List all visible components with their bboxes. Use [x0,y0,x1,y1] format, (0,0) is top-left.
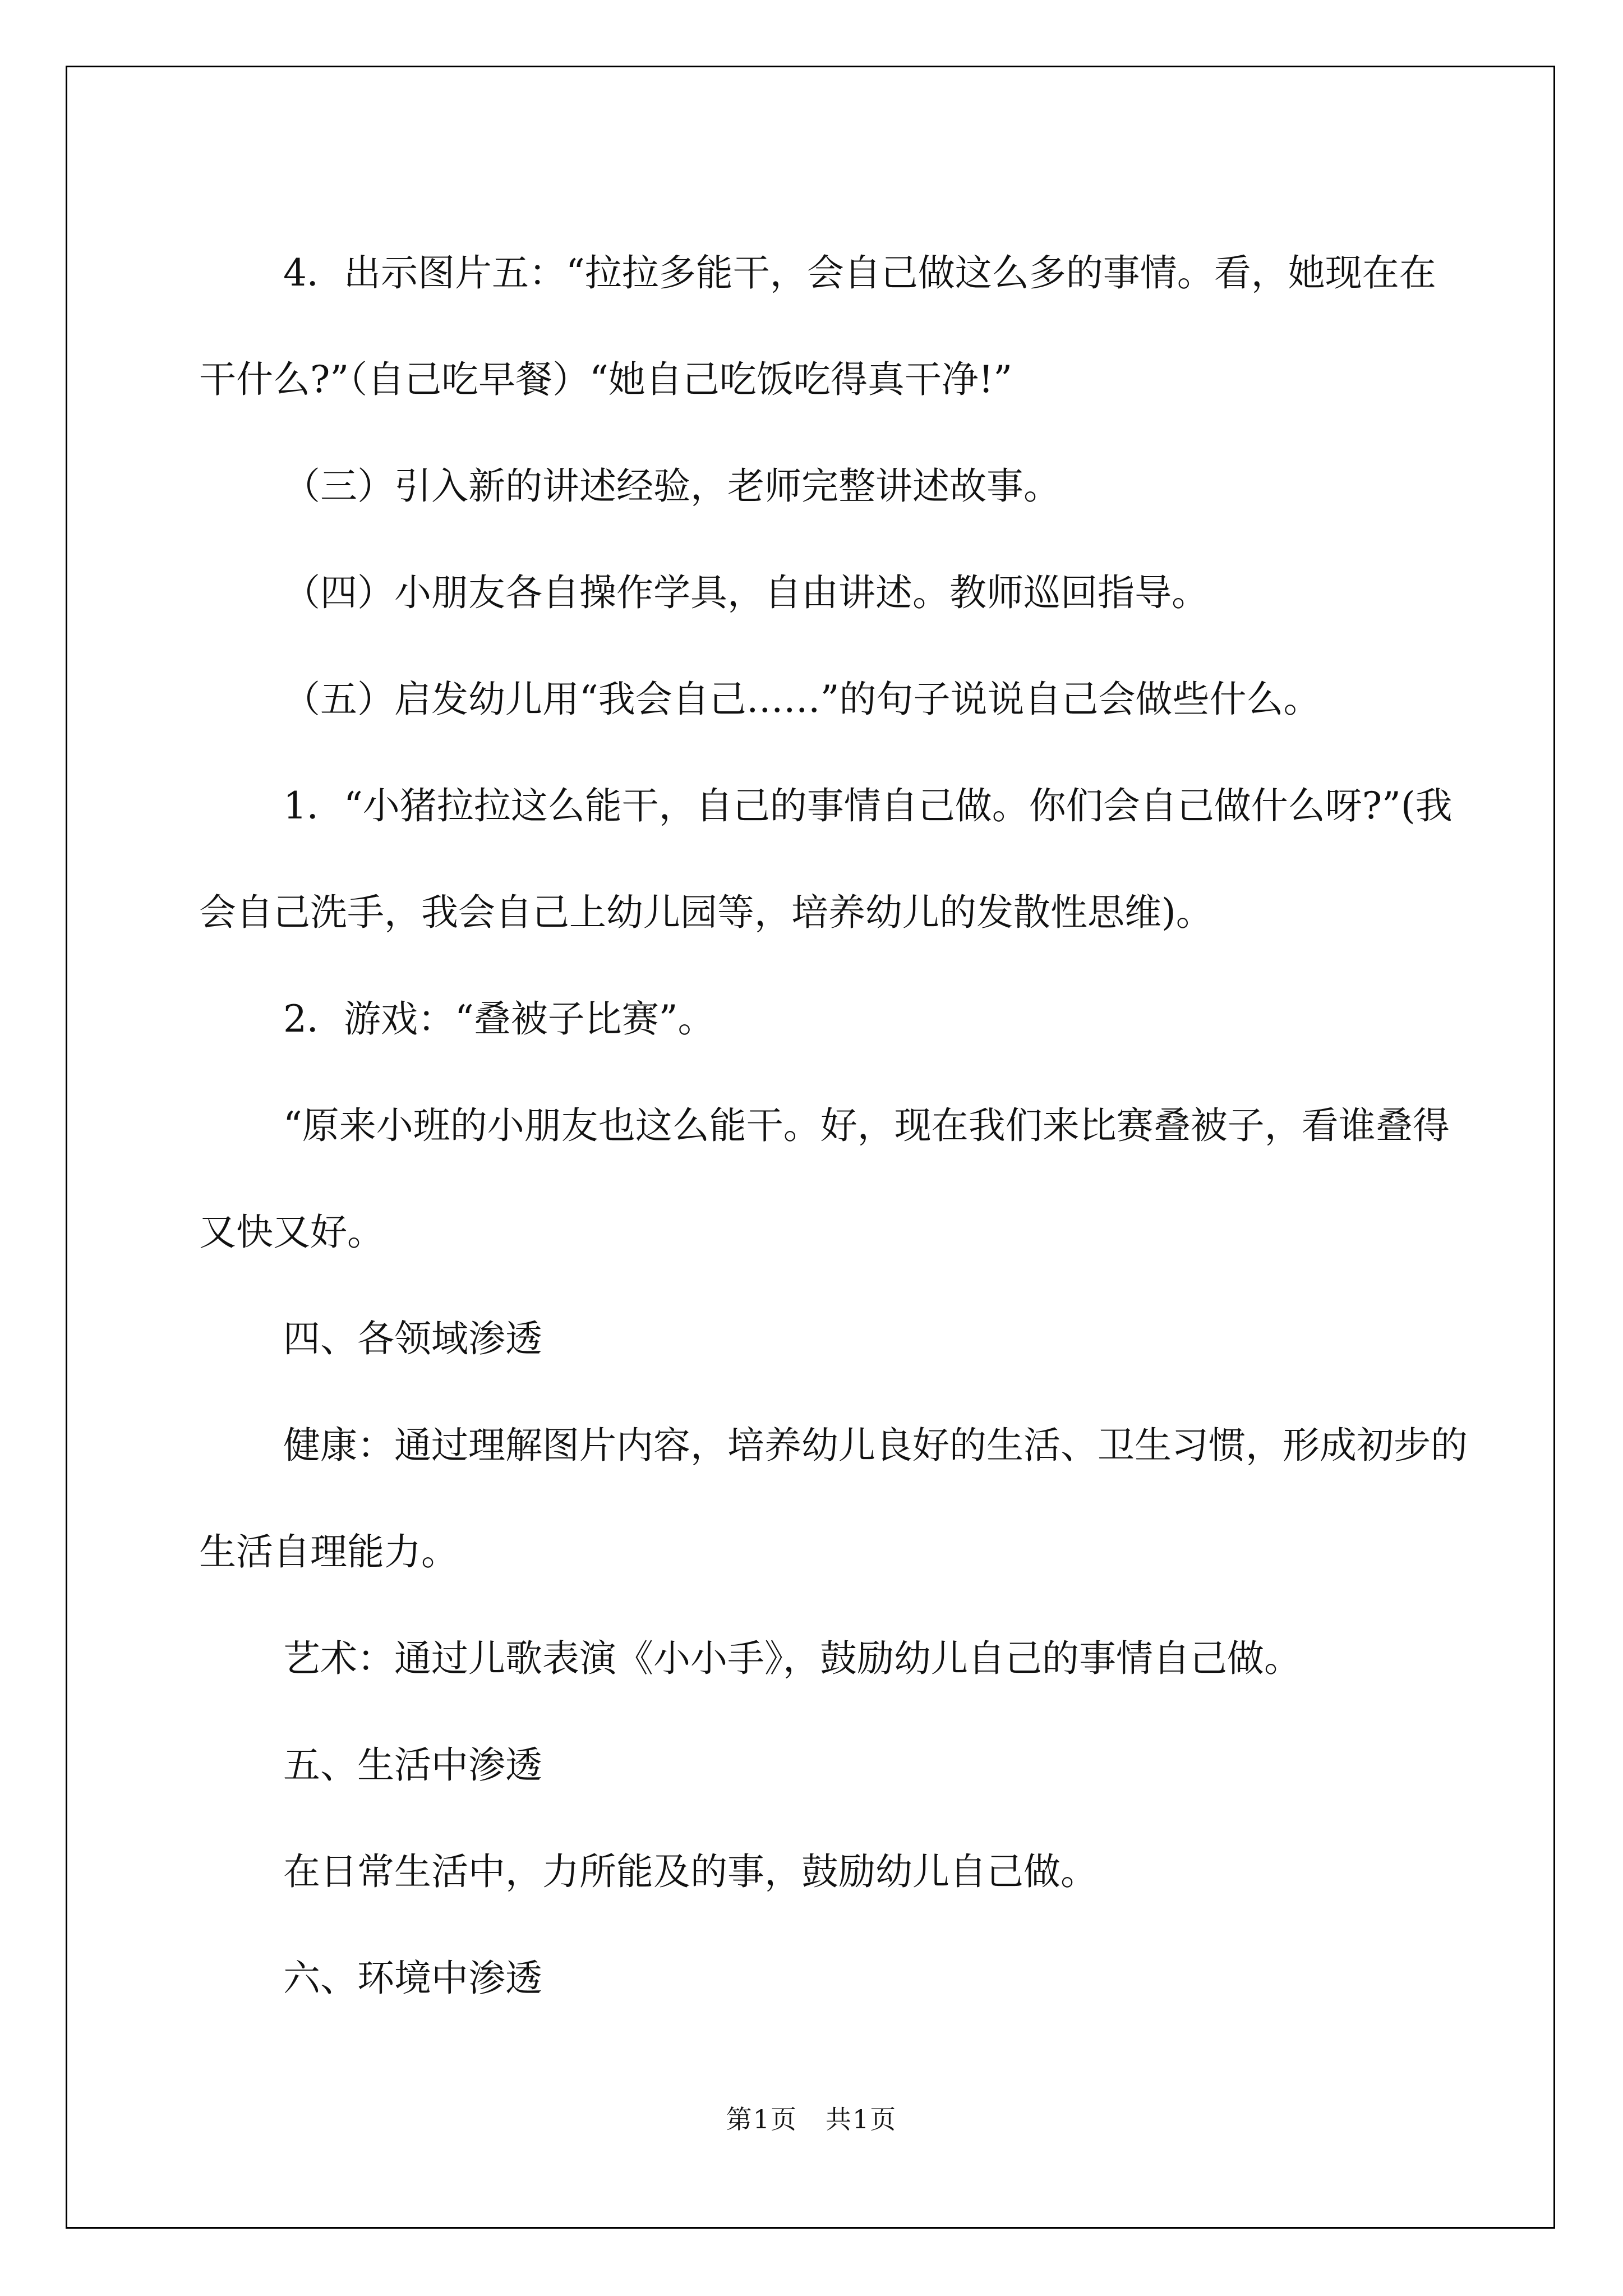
paragraph-7: “原来小班的小朋友也这么能干。好，现在我们来比赛叠被子，看谁叠得又快又好。 [199,1104,1450,1254]
section-heading-4: 四、各领域渗透 [283,1317,542,1360]
section-heading-6: 六、环境中渗透 [283,1957,542,2000]
paragraph-5: 1．“小猪拉拉这么能干，自己的事情自己做。你们会自己做什么呀?”(我会自己洗手，我会自己上幼儿园等，培养幼儿的发散性思维)。 [199,784,1453,934]
page-number-current: 第1页 [726,2104,797,2134]
paragraph-2: （三）引入新的讲述经验，老师完整讲述故事。 [283,464,1061,508]
paragraph-6: 2．游戏：“叠被子比赛”。 [283,997,715,1041]
paragraph-3: （四）小朋友各自操作学具，自由讲述。教师巡回指导。 [283,571,1209,614]
page-footer [0,2099,1623,2136]
paragraph-health: 健康：通过理解图片内容，培养幼儿良好的生活、卫生习惯，形成初步的生活自理能力。 [199,1424,1468,1573]
paragraph-art: 艺术：通过儿歌表演《小小手》，鼓励幼儿自己的事情自己做。 [283,1637,1301,1680]
section-heading-5: 五、生活中渗透 [283,1743,542,1787]
paragraph-daily-life: 在日常生活中，力所能及的事，鼓励幼儿自己做。 [283,1850,1098,1893]
page-number-total: 共1页 [826,2104,897,2134]
paragraph-4: （五）启发幼儿用“我会自己……”的句子说说自己会做些什么。 [283,678,1321,721]
paragraph-1: 4．出示图片五：“拉拉多能干，会自己做这么多的事情。看，她现在在干什么?”（自己吃早餐）“她自己吃饭吃得真干净!” [199,251,1436,401]
document-body [199,220,1472,2032]
